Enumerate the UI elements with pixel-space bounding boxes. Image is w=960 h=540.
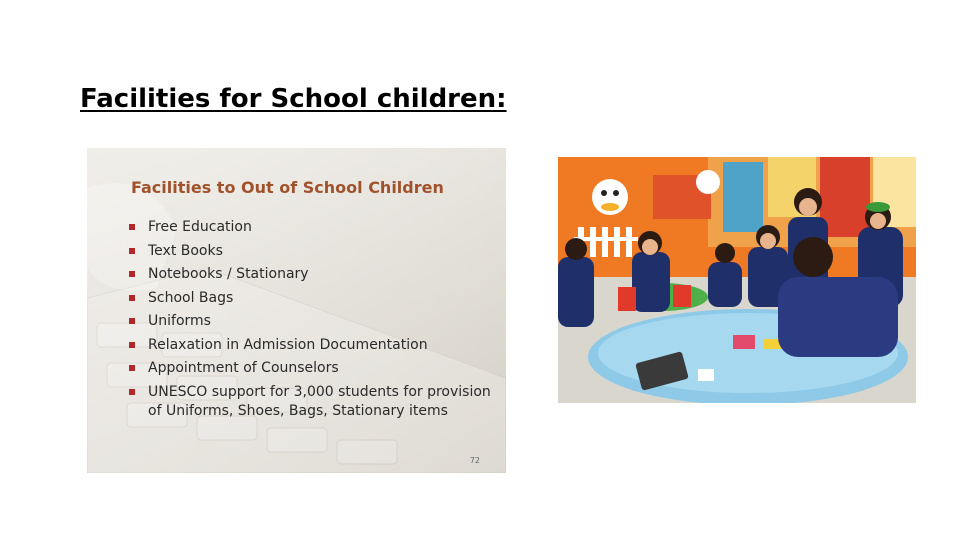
list-item: Notebooks / Stationary bbox=[129, 265, 499, 285]
list-item: UNESCO support for 3,000 students for provision of Uniforms, Shoes, Bags, Stationary items bbox=[129, 383, 499, 422]
square-bullet-icon bbox=[129, 365, 135, 371]
embedded-slide-image bbox=[87, 148, 506, 473]
list-item: Uniforms bbox=[129, 312, 499, 332]
square-bullet-icon bbox=[129, 248, 135, 254]
list-item: Appointment of Counselors bbox=[129, 359, 499, 379]
list-item: School Bags bbox=[129, 289, 499, 309]
classroom-children-illustration bbox=[558, 157, 916, 403]
square-bullet-icon bbox=[129, 389, 135, 395]
slide-title: Facilities for School children: bbox=[80, 84, 507, 114]
list-item: Text Books bbox=[129, 242, 499, 262]
facilities-list bbox=[129, 218, 499, 426]
list-item: Relaxation in Admission Documentation bbox=[129, 336, 499, 356]
square-bullet-icon bbox=[129, 224, 135, 230]
square-bullet-icon bbox=[129, 295, 135, 301]
square-bullet-icon bbox=[129, 342, 135, 348]
embedded-slide-title: Facilities to Out of School Children bbox=[131, 178, 444, 197]
list-item: Free Education bbox=[129, 218, 499, 238]
square-bullet-icon bbox=[129, 318, 135, 324]
page-number: 72 bbox=[469, 456, 480, 465]
square-bullet-icon bbox=[129, 271, 135, 277]
classroom-photo bbox=[558, 157, 916, 403]
